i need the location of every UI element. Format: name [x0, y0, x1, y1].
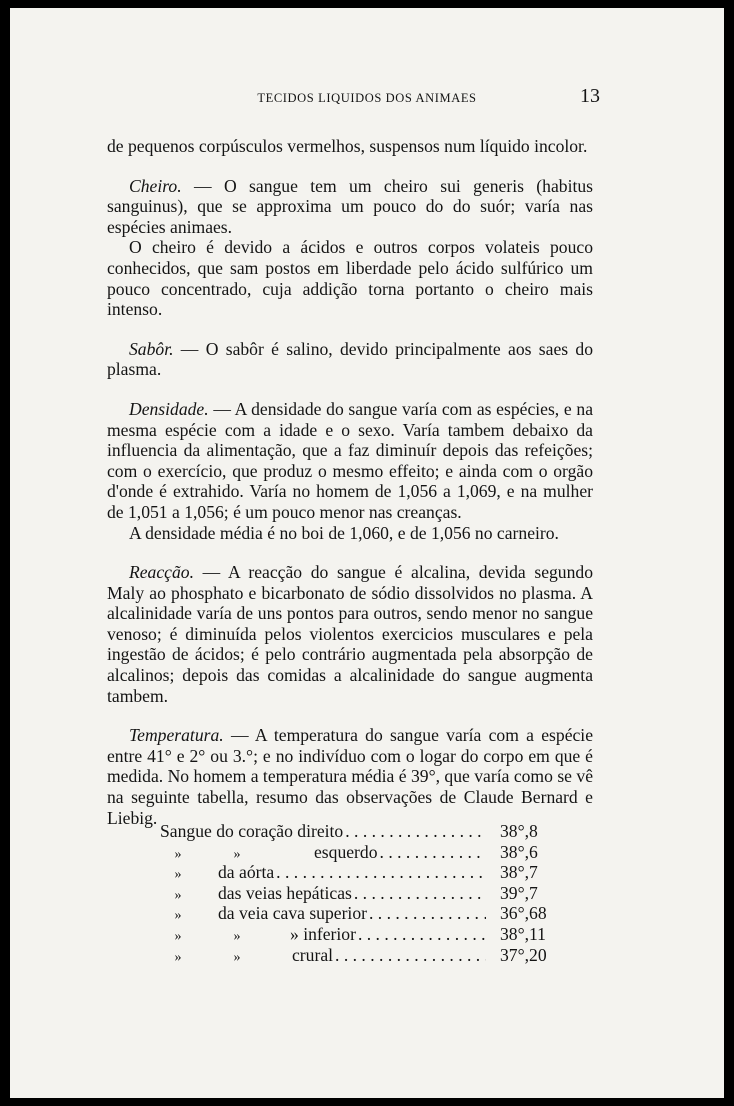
body-text	[107, 136, 593, 828]
row-col2: »	[233, 949, 241, 965]
row-value: 37°,20	[500, 944, 547, 965]
paragraph-text: O cheiro é devido a ácidos e outros corpos volateis pouco conhecidos, que sam postos em liberdade pelo ácido sulfúrico um pouco concentrado, cuja addição torna portanto o cheiro mais intenso.	[107, 237, 593, 320]
row-value: 39°,7	[500, 882, 538, 903]
dot-leader	[352, 883, 486, 904]
term-separator: —	[173, 338, 206, 359]
paragraph-text: O sangue tem um cheiro sui generis (habitus sanguinus), que se approxima um pouco do do suór; varía nas espécies animaes.	[107, 175, 593, 237]
table-row	[160, 924, 560, 945]
row-col2: das veias hepáticas	[218, 882, 352, 903]
page-number: 13	[580, 85, 600, 107]
dot-leader	[356, 924, 486, 945]
row-col1: Sangue	[160, 821, 212, 841]
row-value: 38°,6	[500, 841, 538, 862]
table-row	[160, 821, 560, 842]
paragraph-cheiro	[107, 176, 593, 238]
row-col1: »	[174, 949, 182, 965]
row-col1: »	[174, 846, 182, 862]
paragraph-text: A densidade do sangue varía com as espécies, e na mesma espécie com a idade e o sexo. Varía tambem debaixo da influencia da alimentação, que a faz diminuír depois das refeições; com o exercício, que produz o mesmo effeito; e ainda com o orgão d'onde é extrahido. Varía no homem de 1,056 a 1,069, e na mulher de 1,051 a 1,056; é um pouco menor nas creanças.	[107, 398, 593, 522]
dot-leader	[274, 862, 486, 883]
temperature-table	[160, 821, 560, 965]
paragraph	[107, 523, 593, 544]
row-col3: » inferior	[290, 923, 356, 944]
table-row	[160, 842, 560, 863]
table-row	[160, 945, 560, 966]
table-row	[160, 883, 560, 904]
paragraph	[107, 237, 593, 319]
running-title: TECIDOS LIQUIDOS DOS ANIMAES	[257, 91, 477, 105]
dot-leader	[378, 842, 486, 863]
paragraph-sabor	[107, 339, 593, 380]
table-row	[160, 903, 560, 924]
section-term: Temperatura.	[129, 725, 224, 746]
dot-leader	[367, 903, 486, 924]
paragraph	[107, 136, 593, 157]
dot-leader	[343, 821, 486, 842]
row-col3: crural	[292, 944, 334, 965]
dot-leader	[333, 945, 486, 966]
row-col1: »	[174, 908, 182, 924]
row-col2: »	[233, 846, 241, 862]
row-col1: »	[174, 887, 182, 903]
term-separator: —	[193, 562, 228, 583]
table-row	[160, 862, 560, 883]
page-header	[10, 85, 724, 115]
paragraph-text: O sabôr é salino, devido principalmente aos saes do plasma.	[107, 338, 593, 380]
row-value: 38°,8	[500, 821, 538, 841]
paragraph-text: A reacção do sangue é alcalina, devida segundo Maly ao phosphato e bicarbonato de sódio dissolvidos no plasma. A alcalinidade varía de uns pontos para outros, sendo menor no sangue venoso; é diminuída pelos violentos exercicios musculares e pela ingestão de ácidos; é pelo contrário augmentada pela absorpção de alcalinos; depois das comidas a alcalinidade do sangue augmenta tambem.	[107, 562, 593, 706]
section-term: Sabôr.	[129, 338, 174, 359]
term-separator: —	[181, 175, 224, 196]
row-col2: da aórta	[218, 862, 275, 883]
row-col2: »	[233, 928, 241, 944]
paragraph-temperatura	[107, 725, 593, 828]
paragraph-reaccao	[107, 562, 593, 706]
paragraph-text: de pequenos corpúsculos vermelhos, suspensos num líquido incolor.	[107, 136, 588, 156]
row-value: 36°,68	[500, 903, 547, 924]
row-value: 38°,7	[500, 862, 538, 883]
section-term: Reacção.	[129, 562, 194, 583]
term-separator: —	[208, 398, 235, 419]
row-col1: »	[174, 867, 182, 883]
row-col3: esquerdo	[314, 841, 378, 862]
section-term: Densidade.	[129, 398, 209, 419]
book-page	[10, 8, 724, 1098]
term-separator: —	[223, 725, 255, 746]
section-term: Cheiro.	[129, 175, 182, 196]
row-col1: »	[174, 928, 182, 944]
row-col2: do coração direito	[216, 821, 344, 841]
paragraph-densidade	[107, 399, 593, 523]
paragraph-text: A densidade média é no boi de 1,060, e de 1,056 no carneiro.	[129, 522, 559, 543]
row-col2: da veia cava superior	[218, 903, 367, 924]
paragraph-text: A temperatura do sangue varía com a espécie entre 41° e 2° ou 3.°; e no indivíduo com o logar do corpo em que é medida. No homem a temperatura média é 39°, que varía como se vê na seguinte tabella, resumo das observações de Claude Bernard e Liebig.	[107, 725, 594, 828]
row-value: 38°,11	[500, 923, 546, 944]
